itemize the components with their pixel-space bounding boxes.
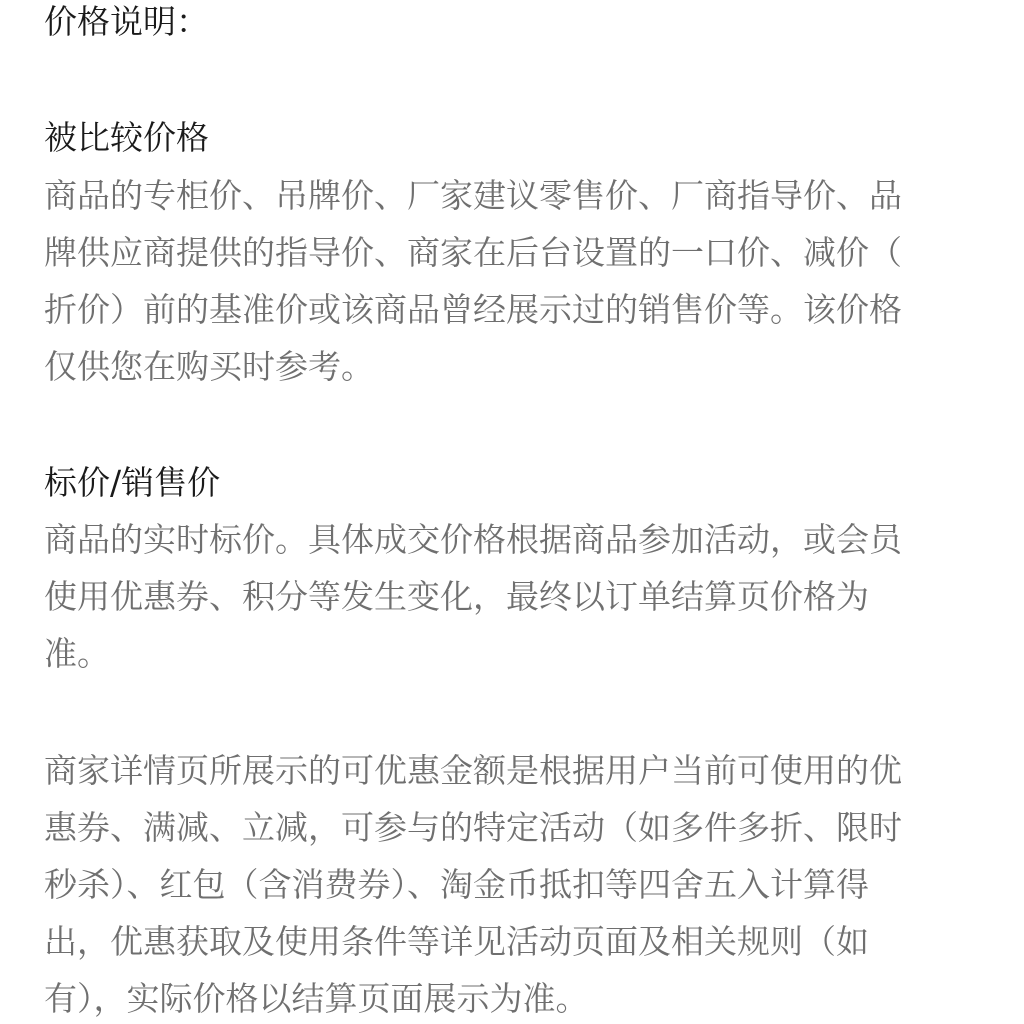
- paragraph-line: 折价）前的基准价或该商品曾经展示过的销售价等。该价格: [44, 290, 902, 329]
- section-heading-list-price: 标价/销售价: [44, 463, 221, 502]
- paragraph-line: 牌供应商提供的指导价、商家在后台设置的一口价、减价（: [44, 233, 902, 272]
- paragraph-line: 商家详情页所展示的可优惠金额是根据用户当前可使用的优: [44, 751, 902, 790]
- section-heading-compared-price: 被比较价格: [44, 118, 209, 157]
- paragraph-line: 准。: [44, 634, 110, 673]
- paragraph-line: 使用优惠券、积分等发生变化，最终以订单结算页价格为: [44, 577, 869, 616]
- paragraph-line: 商品的专柜价、吊牌价、厂家建议零售价、厂商指导价、品: [44, 176, 902, 215]
- page-title: 价格说明：: [44, 2, 209, 41]
- paragraph-line: 仅供您在购买时参考。: [44, 347, 374, 386]
- paragraph-line: 有），实际价格以结算页面展示为准。: [44, 979, 589, 1018]
- paragraph-line: 惠券、满减、立减，可参与的特定活动（如多件多折、限时: [44, 808, 902, 847]
- paragraph-line: 商品的实时标价。具体成交价格根据商品参加活动，或会员: [44, 520, 902, 559]
- paragraph-line: 出，优惠获取及使用条件等详见活动页面及相关规则（如: [44, 922, 869, 961]
- paragraph-line: 秒杀）、红包（含消费券）、淘金币抵扣等四舍五入计算得: [44, 865, 869, 904]
